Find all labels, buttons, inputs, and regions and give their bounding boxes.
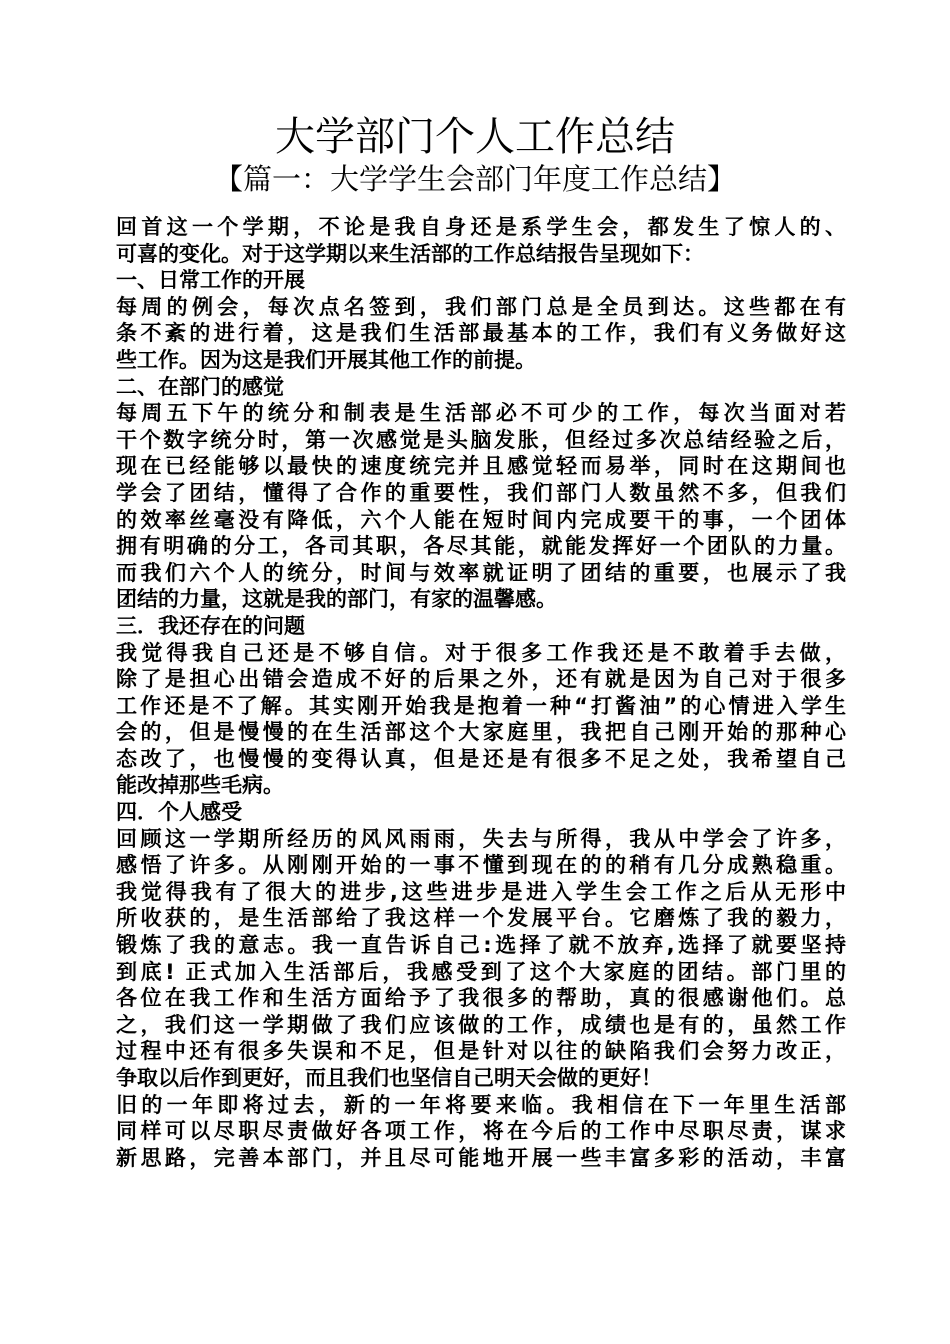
body-line: 能改掉那些毛病。 [116, 773, 284, 798]
body-line: 我觉得我有了很大的进步,这些进步是进入学生会工作之后从无形中 [116, 879, 846, 904]
body-line: 些工作。因为这是我们开展其他工作的前提。 [116, 347, 536, 372]
body-line: 感悟了许多。从刚刚开始的一事不懂到现在的的稍有几分成熟稳重。 [116, 853, 846, 878]
body-line: 争取以后作到更好，而且我们也坚信自己明天会做的更好！ [116, 1066, 662, 1090]
body-line: 每周五下午的统分和制表是生活部必不可少的工作，每次当面对若 [116, 401, 846, 426]
body-line: 之，我们这一学期做了我们应该做的工作，成绩也是有的，虽然工作 [116, 1012, 846, 1037]
body-line: 回首这一个学期，不论是我自身还是系学生会，都发生了惊人的、 [116, 215, 846, 239]
section-heading: 一、日常工作的开展 [116, 268, 305, 293]
body-line: 态改了，也慢慢的变得认真，但是还是有很多不足之处，我希望自己 [116, 746, 846, 771]
body-line: 除了是担心出错会造成不好的后果之外，还有就是因为自己对于很多 [116, 667, 846, 692]
body-line: 条不紊的进行着，这是我们生活部最基本的工作，我们有义务做好这 [116, 321, 846, 346]
document-body [116, 214, 846, 1171]
body-line: 可喜的变化。对于这学期以来生活部的工作总结报告呈现如下： [116, 241, 704, 266]
body-line: 的效率丝毫没有降低，六个人能在短时间内完成要干的事，一个团体 [116, 507, 846, 532]
body-line: 旧的一年即将过去，新的一年将要来临。我相信在下一年里生活部 [116, 1092, 846, 1117]
body-line: 而我们六个人的统分，时间与效率就证明了团结的重要，也展示了我 [116, 560, 846, 585]
section-heading: 三．我还存在的问题 [116, 613, 305, 638]
document-title: 大学部门个人工作总结 [275, 114, 675, 160]
body-line: 干个数字统分时，第一次感觉是头脑发胀，但经过多次总结经验之后， [116, 427, 846, 452]
document-subtitle: 【篇一：大学学生会部门年度工作总结】 [213, 162, 736, 196]
body-line: 每周的例会，每次点名签到，我们部门总是全员到达。这些都在有 [116, 294, 846, 319]
body-line: 同样可以尽职尽责做好各项工作，将在今后的工作中尽职尽责，谋求 [116, 1119, 846, 1144]
body-line: 拥有明确的分工，各司其职，各尽其能，就能发挥好一个团队的力量。 [116, 534, 846, 559]
body-line: 各位在我工作和生活方面给予了我很多的帮助，真的很感谢他们。总 [116, 986, 846, 1011]
body-line: 会的，但是慢慢的在生活部这个大家庭里，我把自己刚开始的那种心 [116, 720, 846, 745]
section-heading: 二、在部门的感觉 [116, 374, 284, 399]
body-line: 我觉得我自己还是不够自信。对于很多工作我还是不敢着手去做， [116, 640, 846, 665]
body-line: 学会了团结，懂得了合作的重要性，我们部门人数虽然不多，但我们 [116, 480, 846, 505]
body-line: 工作还是不了解。其实刚开始我是抱着一种“打酱油”的心情进入学生 [116, 693, 846, 718]
body-line: 到底! 正式加入生活部后，我感受到了这个大家庭的团结。部门里的 [116, 959, 846, 984]
body-line: 回顾这一学期所经历的风风雨雨，失去与所得，我从中学会了许多， [116, 826, 846, 851]
section-heading: 四．个人感受 [116, 800, 242, 825]
body-line: 现在已经能够以最快的速度统完并且感觉轻而易举，同时在这期间也 [116, 454, 846, 479]
body-line: 所收获的，是生活部给了我这样一个发展平台。它磨炼了我的毅力， [116, 906, 846, 931]
body-line: 新思路，完善本部门，并且尽可能地开展一些丰富多彩的活动，丰富 [116, 1145, 846, 1170]
body-line: 过程中还有很多失误和不足，但是针对以往的缺陷我们会努力改正， [116, 1039, 846, 1064]
body-line: 锻炼了我的意志。我一直告诉自己:选择了就不放弃,选择了就要坚持 [116, 933, 846, 958]
body-line: 团结的力量，这就是我的部门，有家的温馨感。 [116, 587, 557, 612]
